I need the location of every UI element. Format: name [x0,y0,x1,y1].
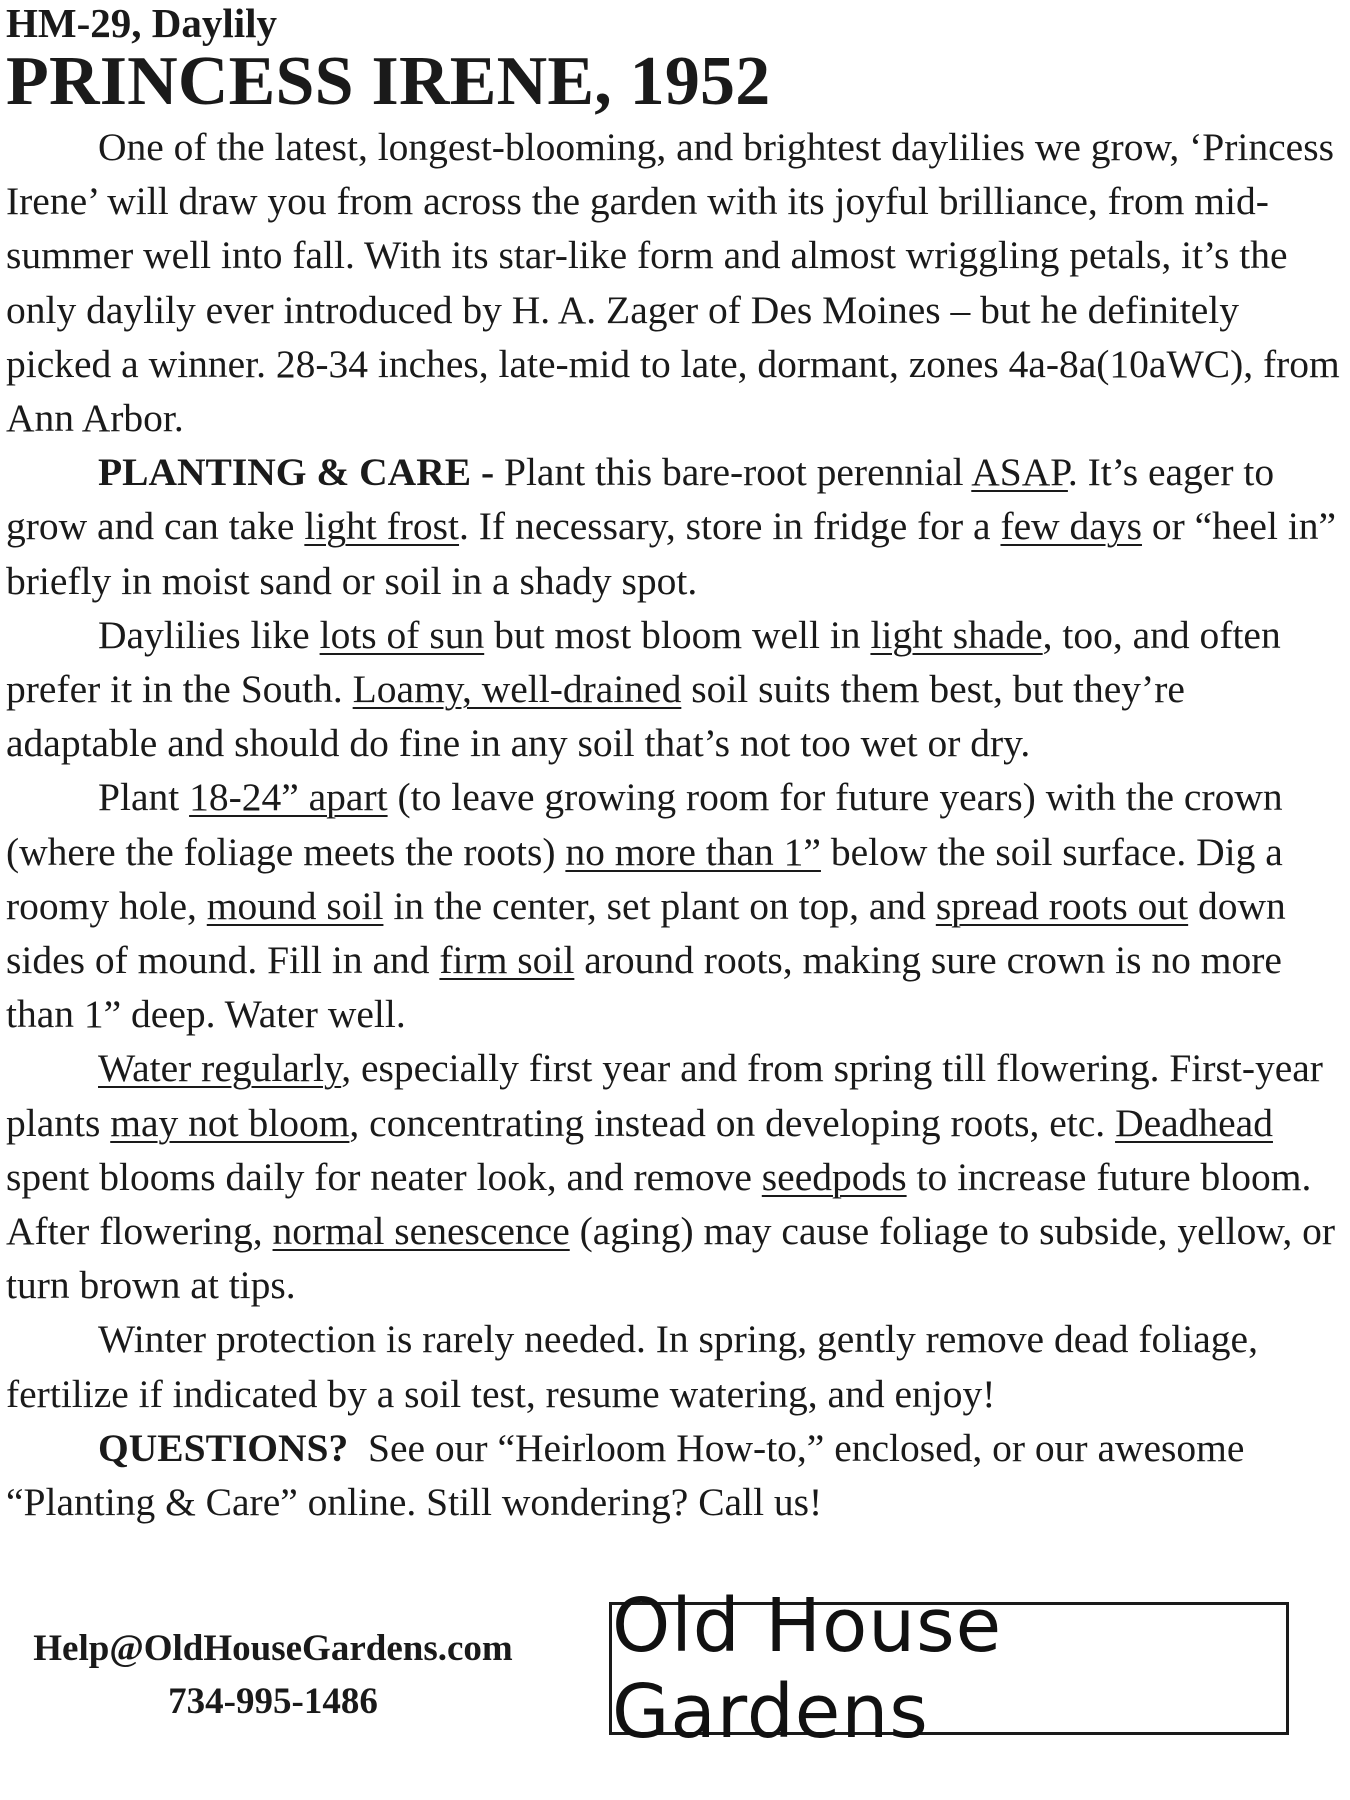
paragraph-sun-soil [6,608,1344,771]
paragraph-watering [6,1041,1344,1312]
bold-heading: PLANTING & CARE - [98,450,504,495]
text-run: One of the latest, longest-blooming, and brightest daylilies we grow, ‘Princess Irene’ will draw you from across the garden with its joyful brilliance, from mid-summer well into fall. With its star-like form and almost wriggling petals, it’s the only daylily ever introduced by H. A. Zager of Des Moines – but he definitely picked a winner. 28-34 inches, late-mid to late, dormant, zones 4a-8a(10aWC), from Ann Arbor. [6,125,1340,441]
text-run: Winter protection is rarely needed. In spring, gently remove dead foliage, fertilize if indicated by a soil test, resume watering, and enjoy! [6,1317,1258,1416]
text-run: to increase future bloom. After flowering, [6,1154,1312,1254]
paragraph-planting-depth [6,770,1344,1041]
underlined-phrase: seedpods [761,1154,907,1199]
text-run: . It’s eager to grow and can take [6,450,1275,549]
text-run: down sides of mound. Fill in and [6,883,1286,983]
text-run: , concentrating instead on developing roots, etc. [349,1100,1116,1145]
underlined-phrase: light frost [304,504,460,549]
body-text [6,120,1344,1529]
underlined-phrase: 18-24” apart [189,775,388,820]
text-run: . If necessary, store in fridge for a [459,504,1001,549]
paragraph-description [6,120,1344,445]
underlined-phrase: mound soil [206,883,384,928]
text-run: in the center, set plant on top, and [383,883,936,928]
underlined-phrase: spread roots out [935,883,1189,928]
text-run: below the soil surface. Dig a roomy hole, [6,829,1283,928]
paragraph-winter [6,1312,1344,1420]
text-run: spent blooms daily for neater look, and remove [6,1154,762,1199]
underlined-phrase: ASAP [971,450,1068,495]
logo-wordmark: Old House Gardens [612,1582,1003,1755]
text-run: , too, and often prefer it in the South. [6,612,1281,712]
text-run: (aging) may cause foliage to subside, yellow, or turn brown at tips. [6,1209,1336,1308]
paragraph-questions [6,1421,1344,1529]
underlined-phrase: Deadhead [1115,1100,1273,1145]
product-code: HM-29, Daylily [6,0,278,46]
text-run: See our “Heirloom How-to,” enclosed, or our awesome “Planting & Care” online. Still wondering? Call us! [6,1425,1245,1525]
product-name: PRINCESS IRENE, 1952 [6,43,771,120]
instruction-sheet [6,0,1344,1529]
brand-logo [609,1582,1289,1755]
underlined-phrase: no more than 1” [565,829,821,874]
underlined-phrase: normal senescence [272,1209,570,1254]
text-run: Daylilies like [98,612,320,657]
paragraph-planting-care [6,445,1344,608]
text-run: soil suits them best, but they’re adaptable and should do fine in any soil that’s not too wet or dry. [6,667,1185,766]
underlined-phrase: lots of sun [319,612,485,657]
underlined-phrase: may not bloom [110,1100,350,1145]
underlined-phrase: Loamy, well-drained [352,667,682,712]
contact-block [8,1622,538,1728]
contact-phone[interactable]: 734-995-1486 [168,1681,378,1722]
text-run: Plant [98,775,190,820]
text-run: but most bloom well in [484,612,871,657]
bold-heading: QUESTIONS? [98,1425,349,1470]
underlined-phrase: light shade [870,612,1043,657]
text-run: or “heel in” briefly in moist sand or soil in a shady spot. [6,504,1337,603]
text-run: around roots, making sure crown is no more than 1” deep. Water well. [6,938,1282,1037]
contact-email[interactable]: Help@OldHouseGardens.com [33,1628,513,1669]
underlined-phrase: few days [1000,504,1142,549]
underlined-phrase: firm soil [439,938,575,983]
text-run: , especially first year and from spring till flowering. First-year plants [6,1046,1323,1145]
text-run: Plant this bare-root perennial [503,450,972,495]
underlined-phrase: Water regularly [98,1046,342,1091]
text-run: (to leave growing room for future years) with the crown (where the foliage meets the roots) [6,775,1283,874]
